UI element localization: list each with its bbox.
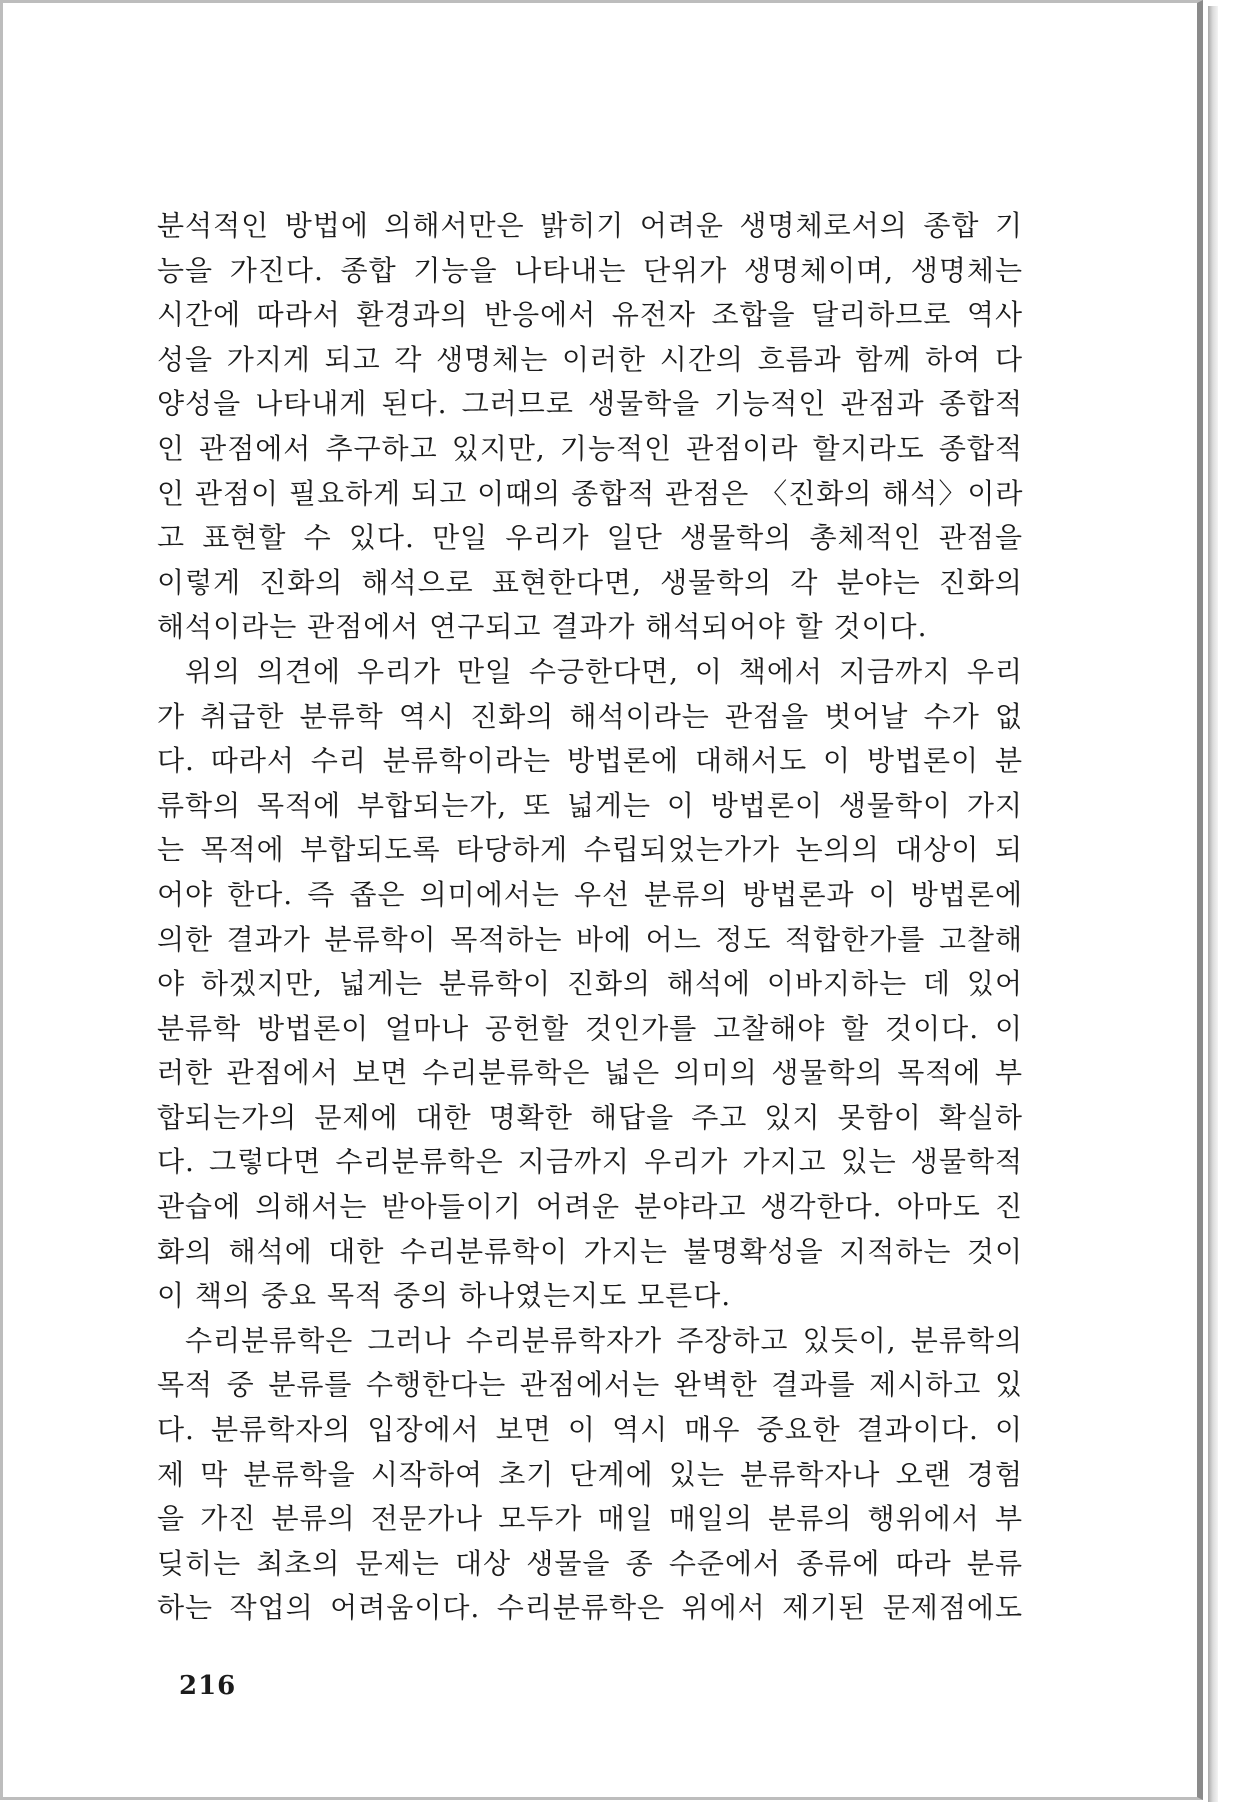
text-line: 하는 작업의 어려움이다. 수리분류학은 위에서 제기된 문제점에도	[157, 1591, 1023, 1625]
text-line: 는 목적에 부합되도록 타당하게 수립되었는가가 논의의 대상이 되	[157, 833, 1023, 867]
text-line: 가 취급한 분류학 역시 진화의 해석이라는 관점을 벗어날 수가 없	[157, 699, 1023, 733]
text-line: 인 관점이 필요하게 되고 이때의 종합적 관점은 〈진화의 해석〉이라	[157, 476, 1023, 510]
text-line: 화의 해석에 대한 수리분류학이 가지는 불명확성을 지적하는 것이	[157, 1234, 1023, 1268]
text-line: 인 관점에서 추구하고 있지만, 기능적인 관점이라 할지라도 종합적	[157, 431, 1023, 465]
text-line: 다. 그렇다면 수리분류학은 지금까지 우리가 가지고 있는 생물학적	[157, 1145, 1023, 1179]
text-line: 해석이라는 관점에서 연구되고 결과가 해석되어야 할 것이다.	[157, 610, 928, 644]
text-line: 을 가진 분류의 전문가나 모두가 매일 매일의 분류의 행위에서 부	[157, 1502, 1023, 1536]
text-line: 위의 의견에 우리가 만일 수긍한다면, 이 책에서 지금까지 우리	[185, 654, 1023, 688]
page-number: 216	[179, 1671, 237, 1701]
text-line: 이렇게 진화의 해석으로 표현한다면, 생물학의 각 분야는 진화의	[157, 565, 1023, 599]
text-line: 관습에 의해서는 받아들이기 어려운 분야라고 생각한다. 아마도 진	[157, 1190, 1023, 1224]
text-line: 딪히는 최초의 문제는 대상 생물을 종 수준에서 종류에 따라 분류	[157, 1546, 1023, 1580]
text-line: 어야 한다. 즉 좁은 의미에서는 우선 분류의 방법론과 이 방법론에	[157, 877, 1023, 911]
page-edge-shadow	[1208, 6, 1218, 1802]
text-line: 분석적인 방법에 의해서만은 밝히기 어려운 생명체로서의 종합 기	[157, 209, 1023, 242]
text-line: 제 막 분류학을 시작하여 초기 단계에 있는 분류학자나 오랜 경험	[157, 1457, 1023, 1491]
text-line: 시간에 따라서 환경과의 반응에서 유전자 조합을 달리하므로 역사	[157, 298, 1023, 332]
text-line: 이 책의 중요 목적 중의 하나였는지도 모른다.	[157, 1279, 732, 1313]
text-line: 능을 가진다. 종합 기능을 나타내는 단위가 생명체이며, 생명체는	[157, 253, 1023, 287]
body-text	[157, 204, 1023, 1631]
text-line: 성을 가지게 되고 각 생명체는 이러한 시간의 흐름과 함께 하여 다	[157, 342, 1023, 376]
text-line: 야 하겠지만, 넓게는 분류학이 진화의 해석에 이바지하는 데 있어	[157, 967, 1023, 1001]
text-line: 다. 분류학자의 입장에서 보면 이 역시 매우 중요한 결과이다. 이	[157, 1413, 1023, 1447]
text-line: 의한 결과가 분류학이 목적하는 바에 어느 정도 적합한가를 고찰해	[157, 922, 1023, 956]
text-line: 목적 중 분류를 수행한다는 관점에서는 완벽한 결과를 제시하고 있	[157, 1368, 1023, 1402]
text-line: 수리분류학은 그러나 수리분류학자가 주장하고 있듯이, 분류학의	[185, 1323, 1023, 1357]
text-line: 양성을 나타내게 된다. 그러므로 생물학을 기능적인 관점과 종합적	[157, 387, 1023, 421]
text-line: 러한 관점에서 보면 수리분류학은 넓은 의미의 생물학의 목적에 부	[157, 1056, 1023, 1090]
text-line: 고 표현할 수 있다. 만일 우리가 일단 생물학의 총체적인 관점을	[157, 521, 1023, 555]
text-line: 다. 따라서 수리 분류학이라는 방법론에 대해서도 이 방법론이 분	[157, 744, 1023, 778]
text-line: 류학의 목적에 부합되는가, 또 넓게는 이 방법론이 생물학이 가지	[157, 788, 1023, 822]
text-line: 분류학 방법론이 얼마나 공헌할 것인가를 고찰해야 할 것이다. 이	[157, 1011, 1023, 1045]
text-line: 합되는가의 문제에 대한 명확한 해답을 주고 있지 못함이 확실하	[157, 1100, 1023, 1134]
